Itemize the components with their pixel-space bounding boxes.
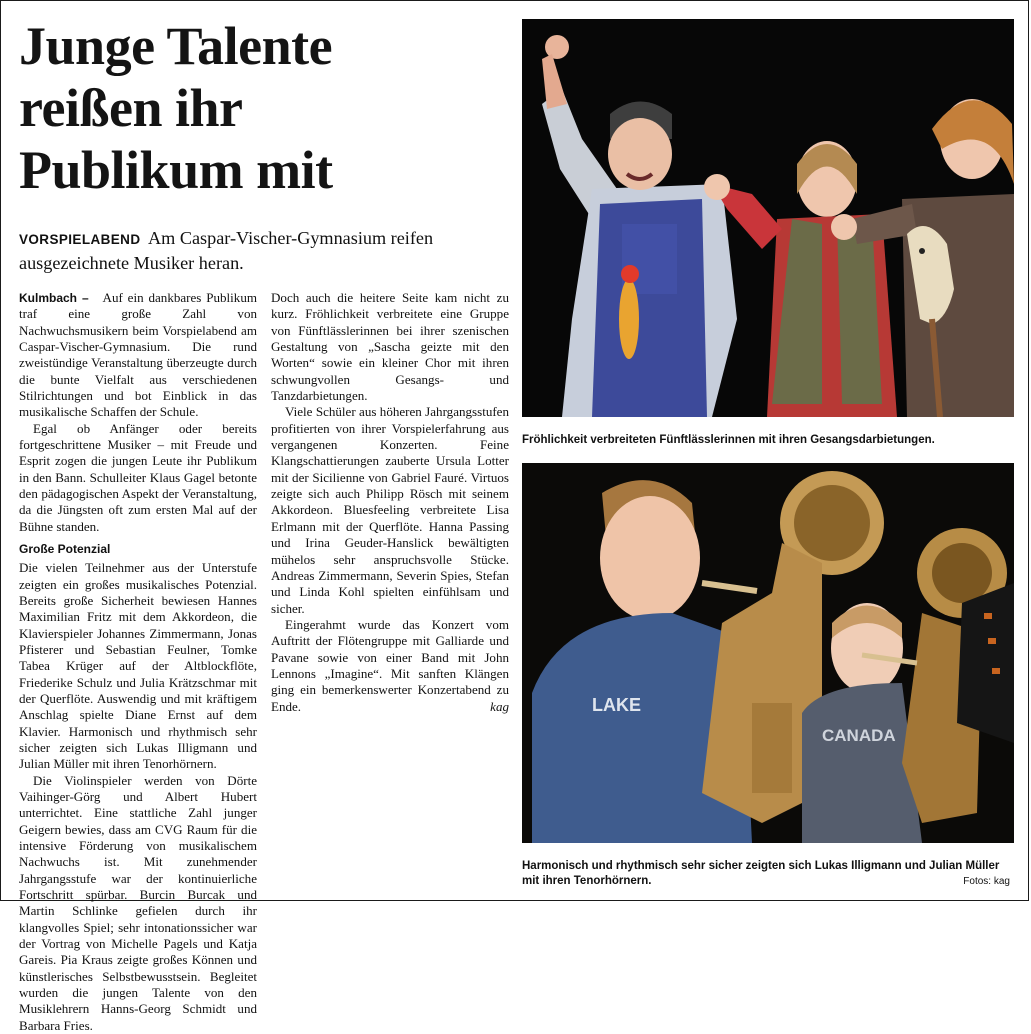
photo-caption-2: Harmonisch und rhythmisch sehr sicher zeigten sich Lukas Illigmann und Julian Müller mit ihren Tenorhörnern. bbox=[522, 860, 1000, 887]
tenor-horns-illustration bbox=[522, 463, 1014, 843]
text-column-2 bbox=[271, 290, 509, 715]
paragraph-3: Die vielen Teilnehmer aus der Unterstufe zeigten ein großes musikalisches Potenzial. Bereits große Sicherheit bewiesen Hannes Maximilian Fritz mit dem Akkordeon, die Klavierspieler Johannes Zimmermann, Jonas Pfisterer und Sebastian Feulner, Tomke Tabea Krüger auf der Altblockflöte, Friederike Schulz und Julia Krätzschmar mit der Querflöte. Auswendig und mit kräftigem Anschlag spielte Diane Ernst auf dem Klavier. Harmonisch und rhythmisch sehr sicher zeigten sich Lukas Illigmann und Julian Müller mit ihren Tenorhörnern. bbox=[19, 560, 257, 772]
paragraph-7 bbox=[271, 617, 509, 715]
headline: Junge Talente reißen ihr Publikum mit bbox=[19, 16, 333, 200]
photo-caption-1: Fröhlichkeit verbreiteten Fünftlässlerinnen mit ihren Gesangsdarbietungen. bbox=[522, 434, 935, 446]
paragraph-7-text: Eingerahmt wurde das Konzert vom Auftritt der Flötengruppe mit Galliarde und Pavane sowie von einer Band mit John Lennons „Imagine“. Mit sanften Klängen ging ein bemerkenswerter Konzertabend zu Ende. bbox=[271, 616, 509, 714]
photo-credit: Fotos: kag bbox=[963, 876, 1010, 887]
subheading: Große Potenzial bbox=[19, 542, 111, 557]
shirt-print-right: CANADA bbox=[822, 726, 896, 745]
paragraph-1 bbox=[19, 290, 257, 421]
dateline: Kulmbach – bbox=[19, 291, 89, 305]
kicker: VORSPIELABEND bbox=[19, 232, 141, 247]
author-initials: kag bbox=[490, 698, 509, 714]
paragraph-1-text: Auf ein dankbares Publikum traf eine große Zahl von Nachwuchsmusikern beim Vorspielabend am Caspar-Vischer-Gymnasium. Die rund zweistündige Veranstaltung überzeugte durch die bunte Vielfalt aus verschiedenen Stilrichtungen und bot Einblick in das musikalische Schaffen der Schule. bbox=[19, 290, 257, 420]
photo-tenor-horns bbox=[522, 463, 1014, 843]
photo-singers bbox=[522, 19, 1014, 417]
paragraph-5: Doch auch die heitere Seite kam nicht zu kurz. Fröhlichkeit verbreitete eine Gruppe von Fünftlässlerinnen bei ihrer szenischen Gestaltung von „Sascha geizte mit den Worten“ sowie ein kleiner Chor mit ihren schwungvollen Gesangs- und Tanzdarbietungen. bbox=[271, 290, 509, 404]
paragraph-2: Egal ob Anfänger oder bereits fortgeschrittene Musiker – mit Freude und Esprit zogen die jungen Leute ihr Publikum in den Bann. Schulleiter Klaus Gagel betonte den pädagogischen Aspekt der Veranstaltung, da die Jüngsten oft zum ersten Mal auf der Bühne standen. bbox=[19, 420, 257, 534]
singers-illustration bbox=[522, 19, 1014, 417]
paragraph-4: Die Violinspieler werden von Dörte Vaihinger-Görg und Albert Hubert unterrichtet. Eine stattliche Zahl junger Geigern bewies, dass am CVG Raum für die intensive Förderung von musikalischem Nachwuchs ist. Mit zunehmender Jahrgangsstufe war der kontinuierliche Fortschritt spürbar. Burcin Burcak und Martin Schlinke gefielen durch ihr klangvolles Spiel; sehr intonationssicher war der Vortrag von Michelle Pagels und Katja Gareis. Pia Kraus zeigte großes Können und künstlerisches Selbstbewusstsein. Begleitet wurden die jungen Talente von den Musiklehrern Hanns-Georg Schmidt und Barbara Fries. bbox=[19, 772, 257, 1033]
paragraph-6: Viele Schüler aus höheren Jahrgangsstufen profitierten von ihrer Vorspielerfahrung aus vergangenen Konzerten. Feine Klangschattierungen zauberte Ursula Lotter mit der Sicilienne von Gabriel Fauré. Virtuos zeigte sich auch Philipp Rösch mit seinem Akkordeon. Bluesfeeling verbreitete Lisa Erlmann mit der Querflöte. Hanna Passing und Irina Geuder-Hanslick bewältigten mühelos sehr anspruchsvolle Stücke. Andreas Zimmermann, Severin Spies, Stefan und Linda Kohl spielten einfühlsam und sicher. bbox=[271, 404, 509, 616]
shirt-print-left: LAKE bbox=[592, 695, 641, 715]
text-column-1 bbox=[19, 290, 257, 1034]
lead-paragraph bbox=[19, 227, 511, 274]
lead-text: Am Caspar-Vischer-Gymnasium reifen ausgezeichnete Musiker heran. bbox=[19, 228, 434, 273]
